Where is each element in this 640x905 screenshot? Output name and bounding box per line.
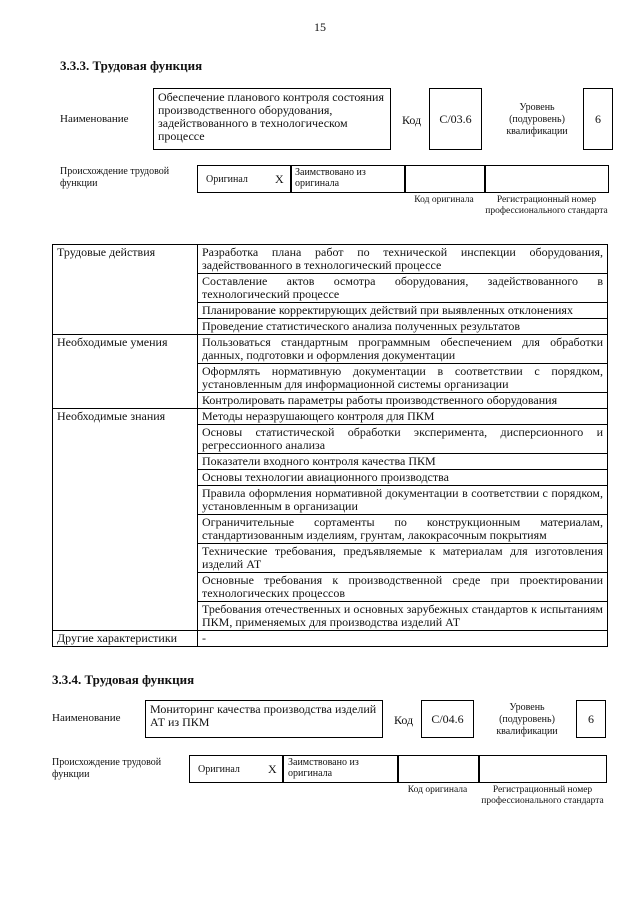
table-cell: Требования отечественных и основных зарубежных стандартов к испытаниям ПКМ, применяемых для производства изделий АТ (198, 602, 608, 631)
row-group-header: Трудовые действия (53, 245, 198, 335)
table-cell: Ограничительные сортаменты по конструкционным материалам, стандартизованным изделиям, грунтам, лакокрасочным покрытиям (198, 515, 608, 544)
level-value: 6 (583, 88, 613, 150)
orig-code-caption: Код оригинала (407, 785, 468, 795)
row-group-header: Необходимые знания (53, 409, 198, 631)
row-group-header: Необходимые умения (53, 335, 198, 409)
table-cell: Основы технологии авиационного производства (198, 470, 608, 486)
borrowed-label: Заимствовано из оригинала (295, 167, 366, 189)
level-label: Уровень (подуровень) квалификации (506, 102, 568, 137)
origin-row (197, 165, 609, 193)
table-cell: Основы статистической обработки эксперимента, дисперсионного и регрессионного анализа (198, 425, 608, 454)
table-cell: Показатели входного контроля качества ПКМ (198, 454, 608, 470)
table-row (53, 245, 608, 274)
original-mark: X (268, 762, 277, 776)
origin-divider (397, 755, 399, 783)
name-label: Наименование (52, 712, 121, 724)
function-code: С/04.6 (421, 700, 474, 738)
table-row (53, 409, 608, 425)
level-value: 6 (576, 700, 606, 738)
section-title: 3.3.4. Трудовая функция (52, 672, 195, 687)
origin-divider (290, 165, 292, 193)
function-name-box (153, 88, 391, 150)
table-cell: Разработка плана работ по технической инспекции оборудования, задействованного в технологический процессе (198, 245, 608, 274)
table-cell: - (198, 631, 608, 647)
origin-divider (404, 165, 406, 193)
table-row (53, 631, 608, 647)
table-cell: Технические требования, предъявляемые к материалам для изготовления изделий АТ (198, 544, 608, 573)
original-mark: X (275, 172, 284, 186)
table-cell: Правила оформления нормативной документации в соответствии с порядком, установленным в организации (198, 486, 608, 515)
row-group-header: Другие характеристики (53, 631, 198, 647)
borrowed-label: Заимствовано из оригинала (288, 757, 359, 779)
table-cell: Составление актов осмотра оборудования, задействованного в технологический процессе (198, 274, 608, 303)
reg-num-caption: Регистрационный номер профессионального стандарта (481, 785, 604, 806)
orig-code-caption: Код оригинала (414, 195, 474, 205)
original-label: Оригинал (198, 764, 240, 775)
origin-label: Происхождение трудовой функции (52, 757, 162, 780)
section-title: 3.3.3. Трудовая функция (60, 58, 203, 73)
table-cell: Основные требования к производственной среде при проектировании технологических процессов (198, 573, 608, 602)
table-row (53, 335, 608, 364)
origin-label: Происхождение трудовой функции (60, 166, 170, 189)
table-cell: Проведение статистического анализа полученных результатов (198, 319, 608, 335)
code-label: Код (394, 713, 414, 727)
function-name: Обеспечение планового контроля состояния производственного оборудования, задействованного в технологическом процессе (158, 90, 384, 143)
function-code: С/03.6 (429, 88, 482, 150)
table-cell: Планирование корректирующих действий при выявленных отклонениях (198, 303, 608, 319)
table-cell: Пользоваться стандартным программным обеспечением для обработки данных, подготовки и оформления документации (198, 335, 608, 364)
function-name-box (145, 700, 383, 738)
origin-divider (484, 165, 486, 193)
code-label: Код (402, 113, 422, 127)
reg-num-caption: Регистрационный номер профессионального стандарта (485, 195, 608, 216)
function-table (52, 244, 608, 647)
origin-divider (478, 755, 480, 783)
function-name: Мониторинг качества производства изделий АТ из ПКМ (150, 702, 377, 729)
name-label: Наименование (60, 113, 129, 125)
origin-divider (282, 755, 284, 783)
original-label: Оригинал (206, 174, 248, 185)
page-number: 15 (314, 20, 326, 34)
table-cell: Методы неразрушающего контроля для ПКМ (198, 409, 608, 425)
level-label: Уровень (подуровень) квалификации (496, 702, 558, 737)
table-cell: Оформлять нормативную документации в соответствии с порядком, установленным для информационной системы организации (198, 364, 608, 393)
table-cell: Контролировать параметры работы производственного оборудования (198, 393, 608, 409)
